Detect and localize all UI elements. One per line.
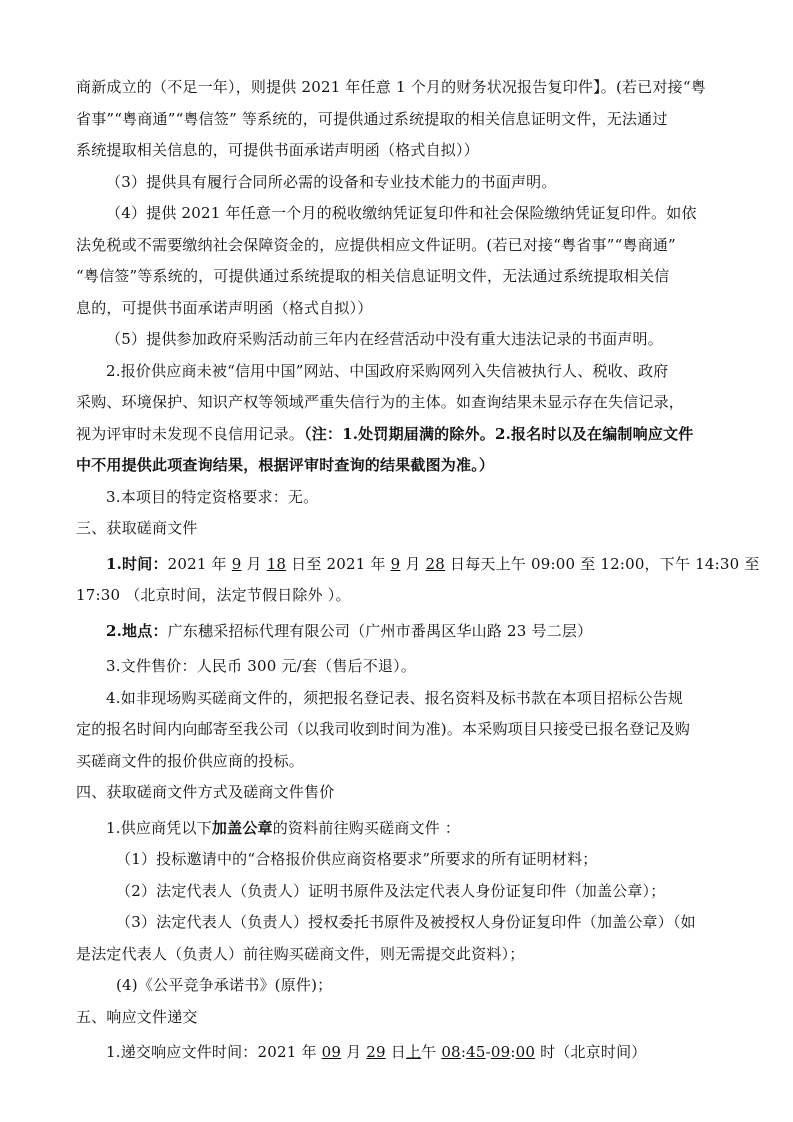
text: 月: [400, 554, 426, 573]
text: 2021 年: [167, 554, 232, 573]
submit-time-line: [76, 1037, 724, 1069]
paragraph-line: 法免税或不需要缴纳社会保障资金的，应提供相应文件证明。(若已对接“粤省事”“粤商通”: [76, 235, 676, 254]
normal-text: 视为评审时未发现不良信用记录。: [76, 424, 305, 443]
paragraph-line: 省事”“粤商通”“粤信签” 等系统的，可提供通过系统提取的相关信息证明文件，无法通过: [76, 109, 668, 128]
list-item: （3）法定代表人（负责人）授权委托书原件及被授权人身份证复印件（加盖公章）（如: [116, 913, 696, 931]
bold-note: 中不用提供此项查询结果，根据评审时查询的结果截图为准。）: [76, 456, 495, 474]
list-item: （2）法定代表人（负责人）证明书原件及法定代表人身份证复印件（加盖公章）；: [116, 881, 666, 900]
document-page: [76, 72, 760, 1069]
month-value: 9: [390, 554, 401, 573]
paragraph-line: “粤信签”等系统的，可提供通过系统提取的相关信息证明文件，无法通过系统提取相关信: [76, 267, 670, 285]
time-line: [76, 549, 760, 581]
credit-requirement: 2.报价供应商未被“信用中国”网站、中国政府采购网列入失信被执行人、税收、政府: [106, 361, 669, 380]
list-item: （1）投标邀请中的“合格报价供应商资格要求”所要求的所有证明材料；: [116, 850, 598, 868]
paragraph-line: 是法定代表人（负责人）前往购买磋商文件，则无需提交此资料）；: [76, 944, 525, 963]
day-value: 28: [425, 554, 446, 573]
text: 日至 2021 年: [286, 554, 391, 573]
section-heading-3: 三、获取磋商文件: [76, 519, 198, 537]
paragraph-item-3: （3）提供具有履行合同所必需的设备和专业技术能力的书面声明。: [106, 172, 557, 191]
day-value: 29: [366, 1043, 386, 1061]
time-value: 45: [466, 1043, 486, 1061]
place-line: [76, 616, 724, 648]
paragraph-line: 息的，可提供书面承诺声明函（格式自拟））: [76, 298, 373, 317]
paragraph-line: 商新成立的（不足一年），则提供 2021 年任意 1 个月的财务状况报告复印件】。(若已对接“粤: [76, 78, 706, 96]
paragraph-item-4: （4）提供 2021 年任意一个月的税收缴纳凭证复印件和社会保险缴纳凭证复印件。如依: [106, 204, 697, 222]
am-value: 上: [405, 1043, 422, 1061]
text: 月: [341, 1043, 367, 1061]
text: 1.供应商凭以下: [106, 818, 212, 837]
month-value: 9: [231, 554, 242, 573]
place-value: 广东穗采招标代理有限公司（广州市番禺区华山路 23 号二层）: [167, 621, 593, 640]
special-requirement: 3.本项目的特定资格要求：无。: [106, 487, 319, 506]
month-value: 09: [321, 1043, 342, 1061]
text: 日每天上午 09:00 至 12:00，下午 14:30 至: [445, 554, 760, 573]
time-label: 1.时间：: [106, 554, 168, 573]
paragraph-line: 17:30 （北京时间，法定节假日除外 ）。: [76, 586, 351, 604]
text: 1.递交响应文件时间：2021 年: [106, 1043, 322, 1061]
text: 月: [241, 554, 267, 573]
mail-line: 4.如非现场购买磋商文件的，须把报名登记表、报名资料及标书款在本项目招标公告规: [106, 688, 684, 707]
paragraph-line: 系统提取相关信息的，可提供书面承诺声明函（格式自拟））: [76, 141, 479, 159]
list-item: (4)《公平竞争承诺书》(原件)；: [116, 976, 333, 994]
text: -: [485, 1043, 491, 1061]
paragraph-line: 买磋商文件的报价供应商的投标。: [76, 751, 305, 770]
time-value: 08: [441, 1043, 461, 1061]
day-value: 18: [266, 554, 287, 573]
text: 日: [385, 1043, 406, 1061]
text: 的资料前往购买磋商文件 ：: [272, 818, 461, 837]
text: 时（北京时间）: [535, 1043, 647, 1061]
time-value: 09: [490, 1043, 511, 1061]
time-value: 00: [515, 1043, 536, 1061]
paragraph-line: 定的报名时间内向邮寄至我公司（以我司收到时间为准)。本采购项目只接受已报名登记及购: [76, 720, 691, 738]
paragraph-line: [76, 419, 724, 451]
price-line: 3.文件售价：人民币 300 元/套（售后不退）。: [106, 657, 417, 675]
intro-line: [76, 813, 724, 845]
text: 午: [421, 1043, 442, 1061]
bold-text: 加盖公章: [211, 818, 273, 837]
bold-note: （注：1.处罚期届满的除外。2.报名时以及在编制响应文件: [304, 424, 694, 443]
paragraph-item-5: （5）提供参加政府采购活动前三年内在经营活动中没有重大违法记录的书面声明。: [106, 330, 663, 348]
place-label: 2.地点：: [106, 621, 168, 640]
section-heading-5: 五、响应文件递交: [76, 1007, 198, 1026]
text: :: [510, 1043, 516, 1061]
text: :: [460, 1043, 467, 1061]
paragraph-line: 采购、环境保护、知识产权等领域严重失信行为的主体。如查询结果未显示存在失信记录，: [76, 393, 685, 411]
section-heading-4: 四、获取磋商文件方式及磋商文件售价: [76, 783, 335, 801]
